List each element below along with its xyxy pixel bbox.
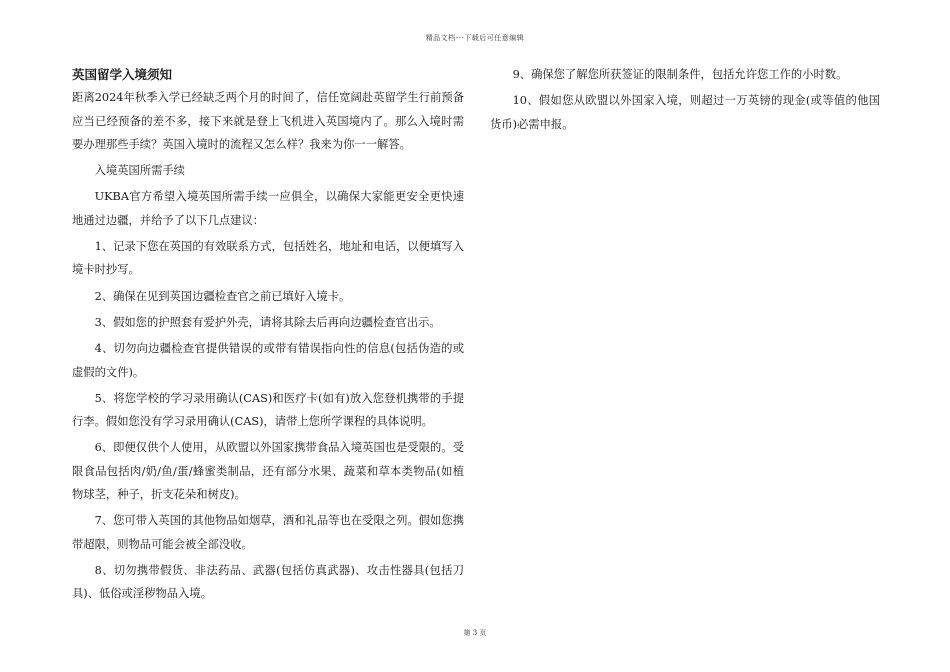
- right-column: [490, 63, 880, 139]
- list-item: 9、确保您了解您所获签证的限制条件，包括允许您工作的小时数。: [512, 68, 848, 81]
- page-number: 第 3 页: [463, 629, 487, 637]
- intro-paragraph: 距离2024年秋季入学已经缺乏两个月的时间了，信任宽阔赴英留学生行前预备应当已经预备的差不多，接下来就是登上飞机进入英国境内了。那么入境时需要办理那些手续？英国入境时的流程又怎么样？我来为你一一解答。: [72, 91, 464, 151]
- section-heading: 入境英国所需手续: [94, 164, 185, 178]
- list-item: 5、将您学校的学习录用确认(CAS)和医疗卡(如有)放入您登机携带的手提行李。假如您没有学习录用确认(CAS)，请带上您所学课程的具体说明。: [72, 391, 464, 429]
- document-title: 英国留学入境须知: [72, 67, 173, 82]
- list-item: 10、假如您从欧盟以外国家入境，则超过一万英镑的现金(或等值的他国货币)必需申报。: [490, 94, 880, 131]
- list-item: 8、切勿携带假货、非法药品、武器(包括仿真武器)、攻击性器具(包括刀具)、低俗或淫秽物品入境。: [72, 563, 464, 601]
- list-item: 1、记录下您在英国的有效联系方式，包括姓名，地址和电话，以便填写入境卡时抄写。: [72, 240, 464, 277]
- section-intro: UKBA官方希望入境英国所需手续一应俱全，以确保大家能更安全更快速地通过边疆，并给予了以下几点建议：: [72, 190, 464, 227]
- list-item: 7、您可带入英国的其他物品如烟草，酒和礼品等也在受限之列。假如您携带超限，则物品可能会被全部没收。: [72, 514, 464, 551]
- list-item: 4、切勿向边疆检查官提供错误的或带有错误指向性的信息(包括伪造的或虚假的文件)。: [72, 342, 464, 379]
- list-item: 2、确保在见到英国边疆检查官之前已填好入境卡。: [94, 289, 351, 303]
- page-header: 精品文档---下载后可任意编辑: [425, 34, 525, 42]
- list-item: 6、即便仅供个人使用，从欧盟以外国家携带食品入境英国也是受限的。受限食品包括肉/奶/鱼/蛋/蜂蜜类制品，还有部分水果、蔬菜和草本类物品(如植物球茎，种子，折支花朵和树皮)。: [72, 441, 464, 502]
- list-item: 3、假如您的护照套有爱护外壳，请将其除去后再向边疆检查官出示。: [94, 315, 441, 329]
- left-column: [72, 63, 464, 609]
